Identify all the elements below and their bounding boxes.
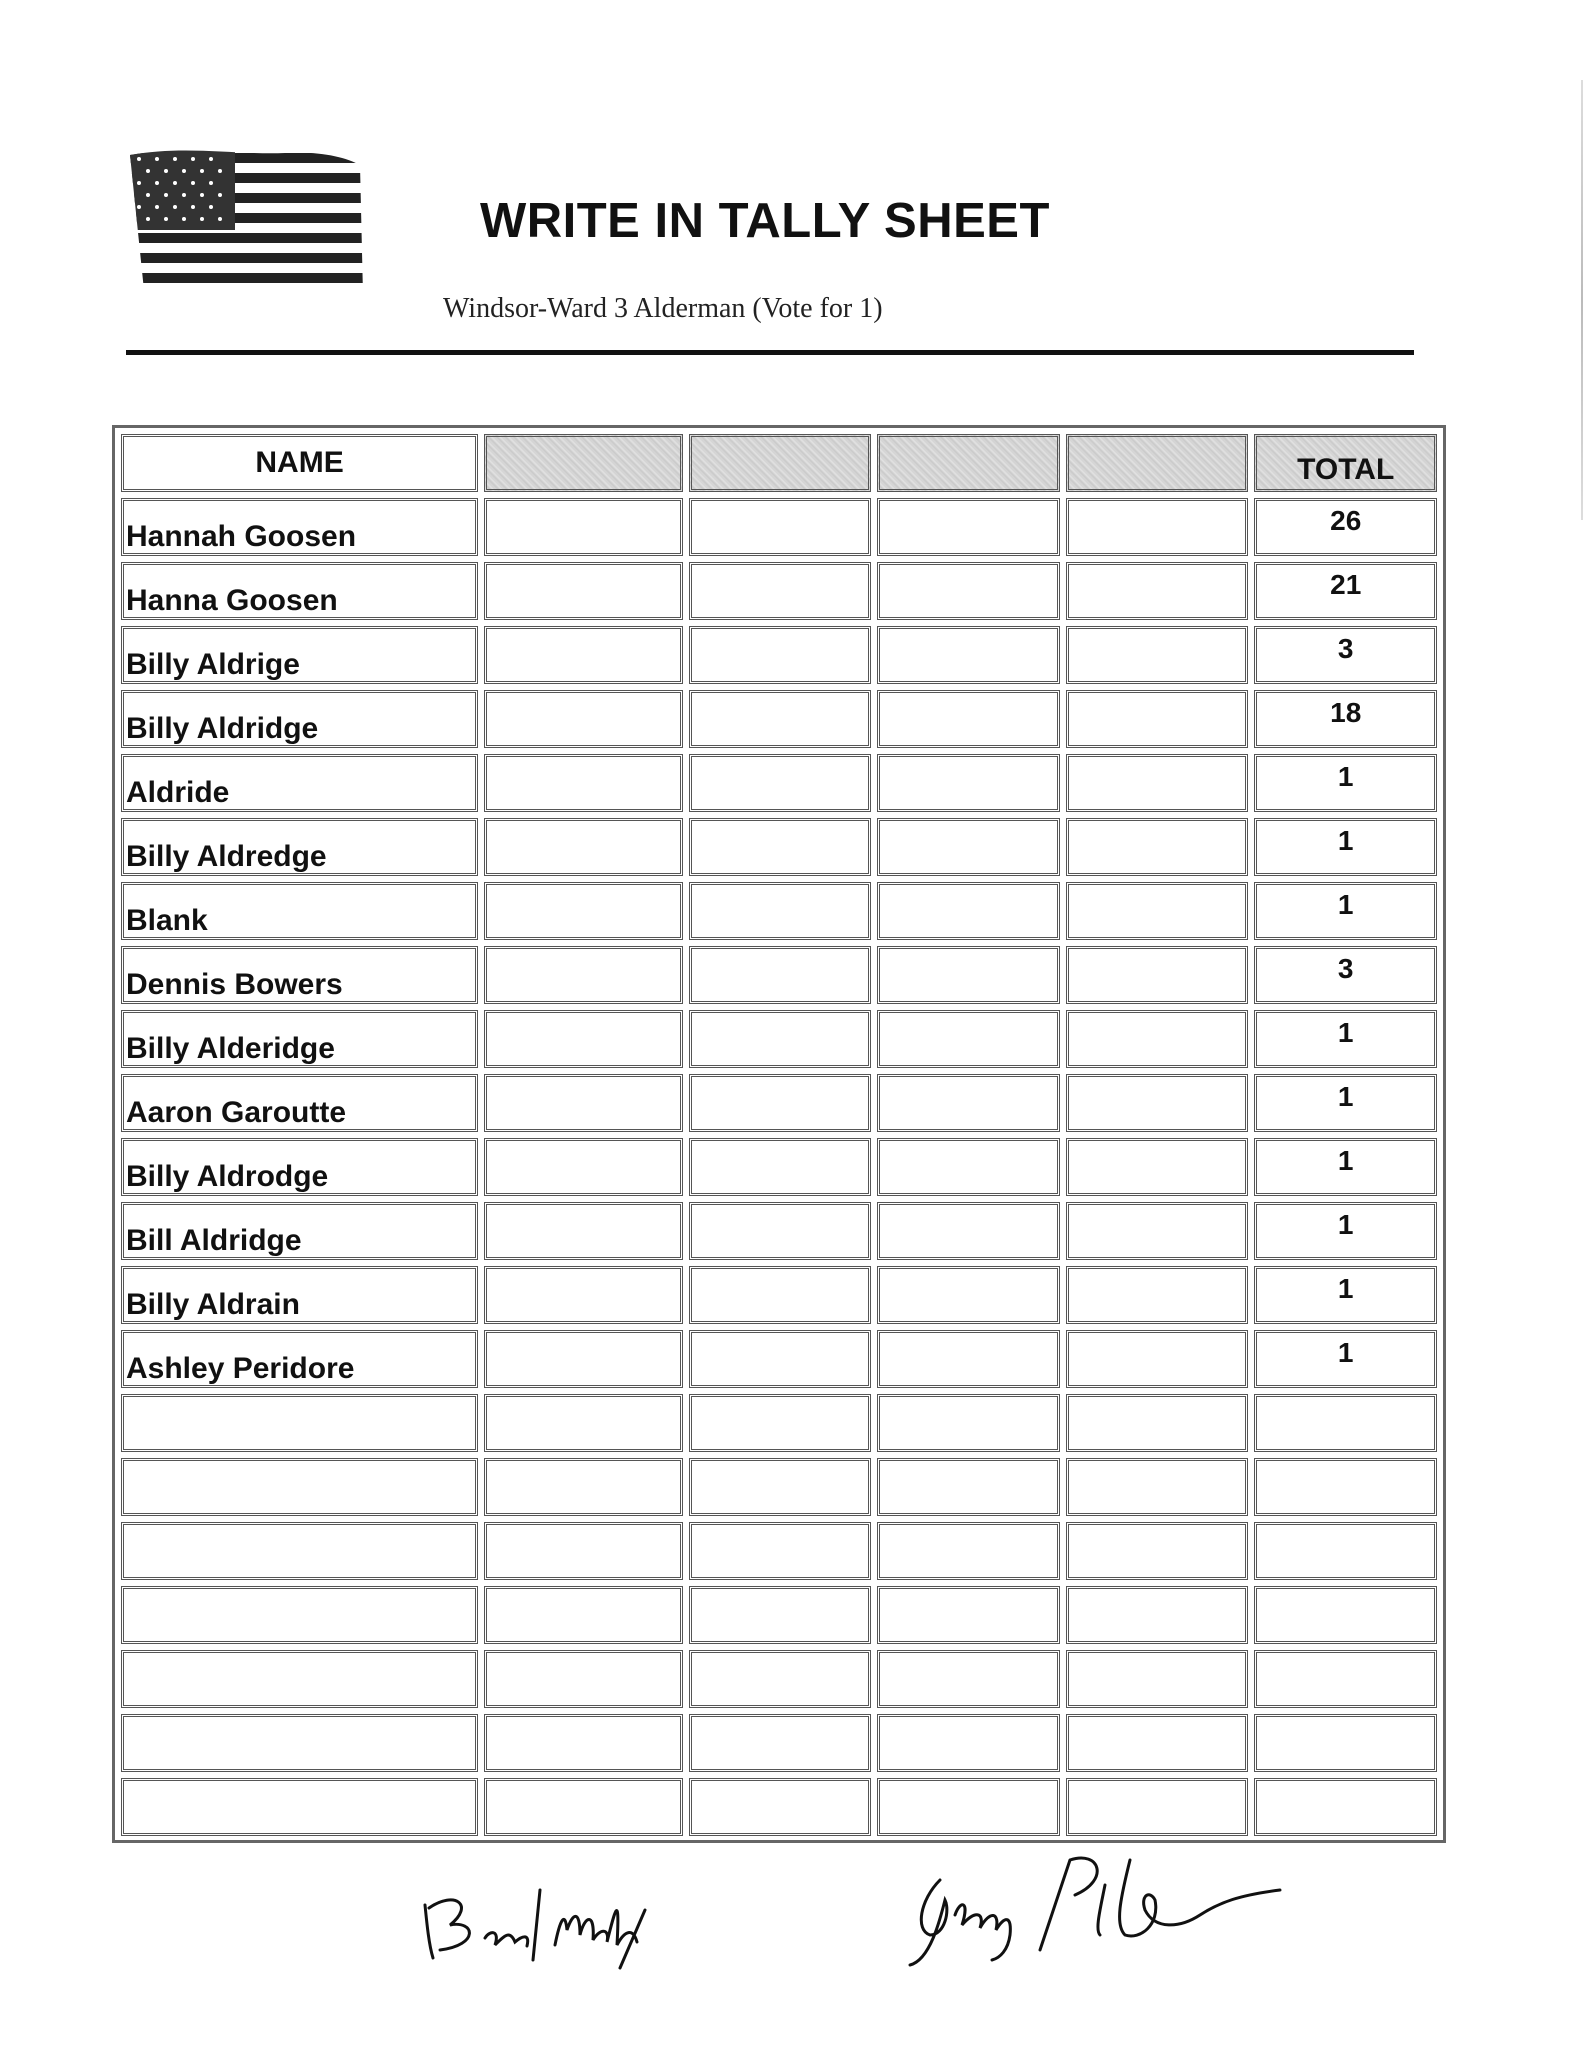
table-row [121, 1266, 1437, 1324]
header-rule [126, 350, 1414, 355]
tally-cell [877, 1586, 1060, 1644]
vote-total [1254, 1650, 1437, 1708]
tally-cell [484, 690, 683, 748]
tally-cell [877, 946, 1060, 1004]
table-row [121, 690, 1437, 748]
table-row [121, 946, 1437, 1004]
candidate-name: Bill Aldridge [121, 1202, 478, 1260]
tally-cell [877, 1714, 1060, 1772]
vote-total: 18 [1254, 690, 1437, 748]
tally-cell [1066, 1074, 1249, 1132]
table-row [121, 562, 1437, 620]
vote-total: 21 [1254, 562, 1437, 620]
header-cell [877, 434, 1060, 492]
table-row [121, 1010, 1437, 1068]
candidate-name [121, 1586, 478, 1644]
tally-cell [1066, 1714, 1249, 1772]
vote-total [1254, 1778, 1437, 1836]
tally-cell [689, 1778, 872, 1836]
tally-table [115, 428, 1443, 1842]
tally-cell [484, 562, 683, 620]
tally-cell [877, 1010, 1060, 1068]
tally-cell [484, 1522, 683, 1580]
header-cell [1066, 434, 1249, 492]
tally-cell [484, 1010, 683, 1068]
tally-cell [689, 882, 872, 940]
candidate-name: Ashley Peridore [121, 1330, 478, 1388]
tally-cell [877, 690, 1060, 748]
tally-cell [1066, 1010, 1249, 1068]
tally-cell [689, 1010, 872, 1068]
name-column-header: NAME [121, 434, 478, 492]
candidate-name: Hanna Goosen [121, 562, 478, 620]
tally-cell [1066, 1778, 1249, 1836]
tally-cell [484, 818, 683, 876]
candidate-name [121, 1394, 478, 1452]
tally-cell [1066, 1266, 1249, 1324]
tally-cell [877, 1394, 1060, 1452]
tally-cell [484, 1202, 683, 1260]
table-row [121, 1458, 1437, 1516]
tally-cell [1066, 562, 1249, 620]
tally-cell [689, 1586, 872, 1644]
table-header-row [121, 434, 1437, 492]
tally-cell [1066, 882, 1249, 940]
table-row [121, 1074, 1437, 1132]
vote-total: 1 [1254, 1202, 1437, 1260]
candidate-name: Billy Aldredge [121, 818, 478, 876]
tally-cell [877, 1266, 1060, 1324]
vote-total [1254, 1586, 1437, 1644]
tally-cell [689, 690, 872, 748]
us-flag-icon [125, 145, 365, 305]
tally-cell [877, 754, 1060, 812]
tally-cell [484, 1074, 683, 1132]
tally-cell [689, 1714, 872, 1772]
tally-cell [877, 562, 1060, 620]
tally-cell [877, 1330, 1060, 1388]
tally-cell [877, 1202, 1060, 1260]
tally-cell [877, 498, 1060, 556]
table-row [121, 1394, 1437, 1452]
tally-cell [877, 1522, 1060, 1580]
tally-cell [877, 1458, 1060, 1516]
tally-cell [877, 1138, 1060, 1196]
tally-cell [1066, 690, 1249, 748]
tally-cell [484, 626, 683, 684]
vote-total: 1 [1254, 1074, 1437, 1132]
vote-total: 3 [1254, 946, 1437, 1004]
tally-cell [1066, 626, 1249, 684]
tally-cell [484, 882, 683, 940]
tally-cell [877, 818, 1060, 876]
table-row [121, 1650, 1437, 1708]
candidate-name: Billy Aldridge [121, 690, 478, 748]
tally-cell [1066, 818, 1249, 876]
candidate-name [121, 1458, 478, 1516]
vote-total: 1 [1254, 1138, 1437, 1196]
tally-table-frame [112, 425, 1446, 1843]
tally-cell [484, 498, 683, 556]
vote-total [1254, 1522, 1437, 1580]
table-row [121, 1330, 1437, 1388]
candidate-name: Aaron Garoutte [121, 1074, 478, 1132]
tally-cell [877, 1778, 1060, 1836]
tally-cell [1066, 1586, 1249, 1644]
tally-cell [689, 1138, 872, 1196]
tally-cell [689, 754, 872, 812]
candidate-name: Billy Aldrain [121, 1266, 478, 1324]
table-row [121, 754, 1437, 812]
tally-cell [484, 1394, 683, 1452]
table-row [121, 1778, 1437, 1836]
tally-cell [1066, 754, 1249, 812]
tally-cell [484, 1266, 683, 1324]
candidate-name: Aldride [121, 754, 478, 812]
table-row [121, 1522, 1437, 1580]
tally-cell [1066, 1650, 1249, 1708]
table-row [121, 1202, 1437, 1260]
tally-cell [877, 882, 1060, 940]
signature-left [415, 1850, 715, 1970]
vote-total: 1 [1254, 818, 1437, 876]
vote-total [1254, 1458, 1437, 1516]
candidate-name: Billy Aldrodge [121, 1138, 478, 1196]
candidate-name [121, 1714, 478, 1772]
tally-cell [689, 562, 872, 620]
tally-cell [689, 626, 872, 684]
tally-cell [1066, 498, 1249, 556]
candidate-name: Hannah Goosen [121, 498, 478, 556]
tally-cell [484, 946, 683, 1004]
tally-cell [877, 626, 1060, 684]
vote-total: 3 [1254, 626, 1437, 684]
tally-cell [689, 1522, 872, 1580]
tally-cell [1066, 1138, 1249, 1196]
table-row [121, 498, 1437, 556]
tally-cell [877, 1074, 1060, 1132]
header-cell [689, 434, 872, 492]
vote-total: 1 [1254, 1266, 1437, 1324]
tally-cell [689, 498, 872, 556]
tally-cell [484, 1650, 683, 1708]
signature-right [900, 1840, 1300, 1970]
vote-total: 1 [1254, 754, 1437, 812]
table-row [121, 818, 1437, 876]
candidate-name [121, 1650, 478, 1708]
vote-total [1254, 1394, 1437, 1452]
tally-cell [689, 1394, 872, 1452]
tally-cell [689, 818, 872, 876]
tally-cell [484, 1330, 683, 1388]
vote-total: 1 [1254, 882, 1437, 940]
page-title: WRITE IN TALLY SHEET [480, 194, 1050, 248]
tally-cell [1066, 1522, 1249, 1580]
tally-cell [1066, 1394, 1249, 1452]
table-row [121, 1714, 1437, 1772]
tally-cell [877, 1650, 1060, 1708]
candidate-name [121, 1778, 478, 1836]
tally-cell [689, 1330, 872, 1388]
table-row [121, 1586, 1437, 1644]
tally-cell [689, 946, 872, 1004]
tally-cell [484, 1138, 683, 1196]
tally-cell [689, 1458, 872, 1516]
tally-cell [689, 1202, 872, 1260]
tally-cell [484, 754, 683, 812]
table-row [121, 626, 1437, 684]
candidate-name: Blank [121, 882, 478, 940]
tally-cell [1066, 1330, 1249, 1388]
tally-cell [689, 1650, 872, 1708]
tally-cell [484, 1458, 683, 1516]
header-cell [484, 434, 683, 492]
tally-cell [1066, 1202, 1249, 1260]
vote-total: 26 [1254, 498, 1437, 556]
vote-total [1254, 1714, 1437, 1772]
tally-cell [1066, 1458, 1249, 1516]
tally-cell [484, 1586, 683, 1644]
candidate-name: Billy Alderidge [121, 1010, 478, 1068]
vote-total: 1 [1254, 1330, 1437, 1388]
tally-cell [689, 1074, 872, 1132]
total-column-header: TOTAL [1254, 434, 1437, 492]
table-row [121, 882, 1437, 940]
candidate-name: Billy Aldrige [121, 626, 478, 684]
tally-cell [1066, 946, 1249, 1004]
vote-total: 1 [1254, 1010, 1437, 1068]
candidate-name: Dennis Bowers [121, 946, 478, 1004]
table-row [121, 1138, 1437, 1196]
tally-cell [689, 1266, 872, 1324]
page-subtitle: Windsor-Ward 3 Alderman (Vote for 1) [443, 293, 883, 324]
candidate-name [121, 1522, 478, 1580]
tally-cell [484, 1714, 683, 1772]
tally-cell [484, 1778, 683, 1836]
